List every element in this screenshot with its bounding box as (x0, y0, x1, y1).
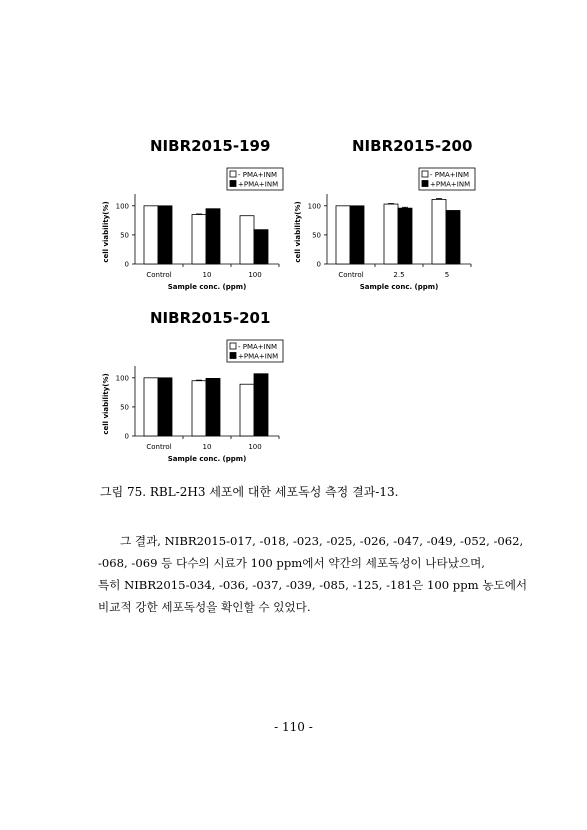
bar (384, 204, 398, 264)
y-axis-label: cell viability(%) (294, 201, 302, 263)
x-axis-label: Sample conc. (ppm) (359, 283, 439, 291)
legend-label: +PMA+INM (238, 352, 279, 361)
legend (227, 168, 283, 190)
paragraph-line: 그 결과, NIBR2015-017, -018, -023, -025, -026, -047, -049, -052, -062, (120, 534, 524, 548)
y-tick-label: 0 (316, 260, 321, 269)
legend-swatch (422, 171, 428, 177)
paragraph-line: -068, -069 등 다수의 시료가 100 ppm에서 약간의 세포독성이 나타났으며, (98, 556, 485, 570)
legend (227, 340, 283, 362)
viability-chart-201 (95, 332, 295, 472)
x-tick-label: 10 (202, 271, 212, 279)
bar (446, 210, 460, 264)
bar (254, 374, 268, 436)
bar (398, 208, 412, 264)
result-paragraph (98, 530, 528, 618)
viability-chart-199 (95, 160, 295, 300)
bar (192, 215, 206, 264)
x-tick-label: 100 (248, 271, 262, 279)
y-tick-label: 0 (124, 260, 129, 269)
x-tick-label: 5 (444, 271, 450, 279)
chart-title-201: NIBR2015-201 (150, 309, 271, 327)
legend-swatch (230, 343, 236, 349)
bar (206, 209, 220, 264)
bar (350, 206, 364, 264)
x-tick-label: 10 (202, 443, 212, 451)
bar (432, 199, 446, 264)
legend-swatch (230, 181, 236, 187)
bar (158, 378, 172, 436)
legend (419, 168, 475, 190)
bar (254, 230, 268, 264)
y-tick-label: 50 (312, 231, 321, 240)
y-axis-label: cell viability(%) (102, 373, 110, 435)
bar (336, 206, 350, 264)
legend-label: +PMA+INM (430, 180, 471, 189)
figure-caption: 그림 75. RBL-2H3 세포에 대한 세포독성 측정 결과-13. (100, 485, 399, 499)
chart-title-200: NIBR2015-200 (352, 137, 473, 155)
bar (144, 378, 158, 436)
legend-swatch (230, 353, 236, 359)
paragraph-line: 특히 NIBR2015-034, -036, -037, -039, -085, -125, -181은 100 ppm 농도에서 (98, 578, 528, 592)
y-tick-label: 50 (120, 403, 129, 412)
bar (144, 206, 158, 264)
x-axis-label: Sample conc. (ppm) (167, 455, 247, 463)
legend-label: - PMA+INM (430, 171, 470, 179)
bar (240, 216, 254, 264)
x-tick-label: Control (146, 271, 172, 279)
x-tick-label: Control (146, 443, 172, 451)
x-tick-label: 100 (248, 443, 262, 451)
x-tick-label: 2.5 (393, 271, 405, 279)
legend-label: +PMA+INM (238, 180, 279, 189)
y-tick-label: 100 (115, 374, 129, 383)
bar (192, 381, 206, 436)
chart-title-199: NIBR2015-199 (150, 137, 271, 155)
y-tick-label: 100 (115, 202, 129, 211)
paragraph-line: 비교적 강한 세포독성을 확인할 수 있었다. (98, 600, 311, 614)
viability-chart-200 (287, 160, 487, 300)
y-tick-label: 50 (120, 231, 129, 240)
y-tick-label: 0 (124, 432, 129, 441)
bar (206, 378, 220, 436)
legend-swatch (230, 171, 236, 177)
bar (158, 206, 172, 264)
legend-label: - PMA+INM (238, 343, 278, 351)
x-tick-label: Control (338, 271, 364, 279)
bar (240, 384, 254, 436)
y-tick-label: 100 (307, 202, 321, 211)
y-axis-label: cell viability(%) (102, 201, 110, 263)
x-axis-label: Sample conc. (ppm) (167, 283, 247, 291)
legend-swatch (422, 181, 428, 187)
page-number: - 110 - (274, 720, 313, 734)
legend-label: - PMA+INM (238, 171, 278, 179)
